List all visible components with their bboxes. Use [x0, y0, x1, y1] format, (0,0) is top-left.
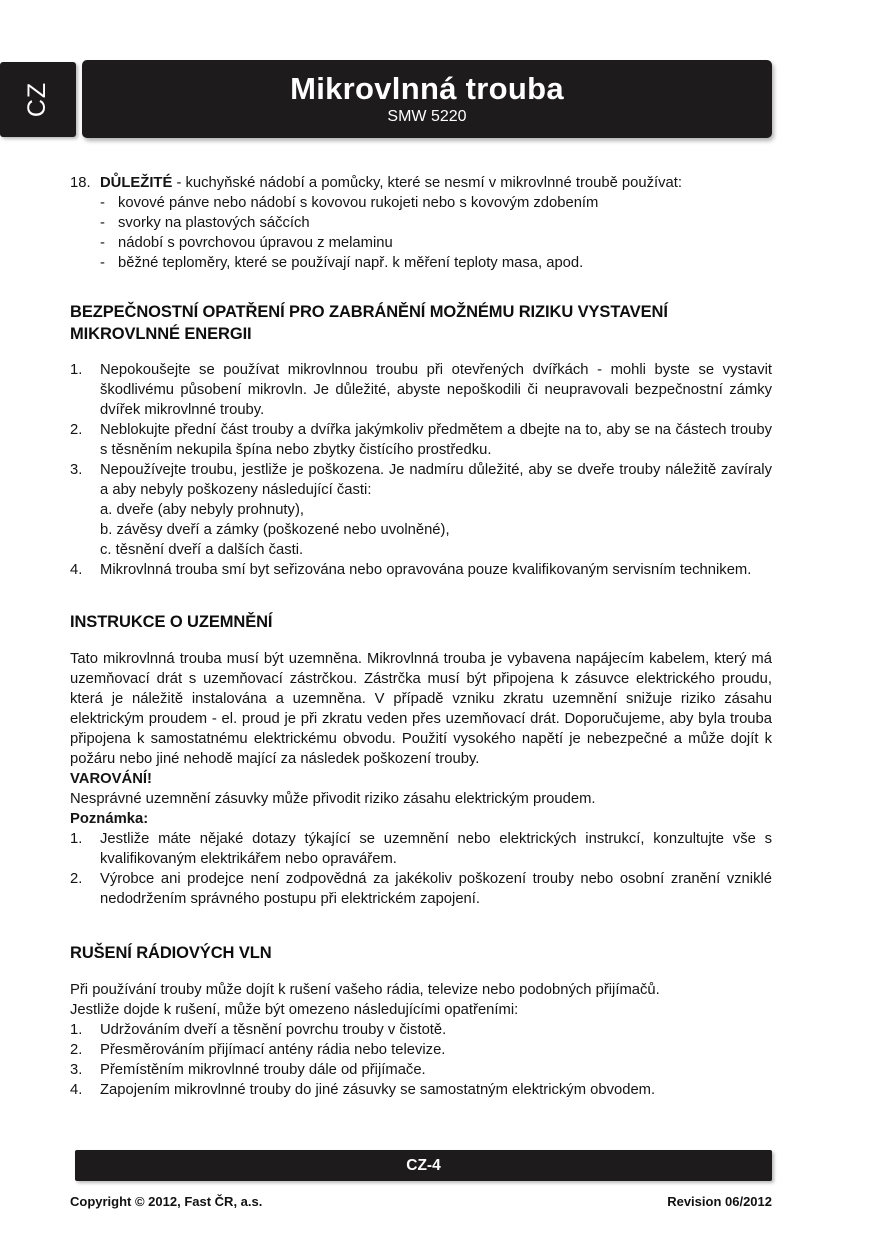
important-text: - kuchyňské nádobí a pomůcky, které se nesmí v mikrovlnné troubě používat: [172, 175, 682, 191]
copyright-text: Copyright © 2012, Fast ČR, a.s. [70, 1194, 263, 1209]
important-label: DŮLEŽITÉ [100, 175, 173, 191]
list-item [70, 360, 772, 420]
list-item-number: 1. [70, 1022, 83, 1038]
language-tab-label: CZ [23, 81, 52, 118]
bullet-text: běžné teploměry, které se používají např. k měření teploty masa, apod. [118, 255, 584, 271]
bullet-dash: - [100, 215, 105, 231]
list-item-number: 4. [70, 562, 83, 578]
list-item-number: 3. [70, 1062, 83, 1078]
bullet-item [100, 233, 772, 253]
bullet-dash: - [100, 255, 105, 271]
list-item-number: 18. [70, 175, 91, 191]
list-item-text: Udržováním dveří a těsnění povrchu trouby v čistotě. [100, 1022, 447, 1038]
note-label: Poznámka: [70, 811, 149, 827]
page-header [82, 60, 772, 138]
list-item-text [100, 173, 772, 193]
list-item-text: Přesměrováním přijímací antény rádia nebo televize. [100, 1042, 446, 1058]
revision-text: Revision 06/2012 [667, 1194, 772, 1209]
radio-intro-line: Jestliže dojde k rušení, může být omezeno následujícími opatřeními: [70, 1002, 519, 1018]
list-item [70, 560, 772, 580]
list-item [70, 420, 772, 460]
bullet-text: kovové pánve nebo nádobí s kovovou rukojeti nebo s kovovým zdobením [118, 195, 599, 211]
list-item-text: Nepokoušejte se používat mikrovlnnou troubu při otevřených dvířkách - mohli byste se vystavit škodlivému působení mikrovln. Je důležité, abyste nepoškodili či neupravovali bezpečnostní zámky dvířek mikrovlnné trouby. [100, 362, 772, 418]
list-item-text: Jestliže máte nějaké dotazy týkající se uzemnění nebo elektrických instrukcí, konzultujte vše s kvalifikovaným elektrikářem nebo opravářem. [100, 831, 772, 867]
list-item-18 [70, 173, 772, 193]
list-item [70, 1080, 772, 1100]
section-heading-radio: RUŠENÍ RÁDIOVÝCH VLN [70, 944, 272, 962]
bullet-dash: - [100, 195, 105, 211]
list-item [70, 1060, 772, 1080]
list-item-number: 1. [70, 362, 83, 378]
page-title: Mikrovlnná trouba [290, 71, 564, 106]
note-item [70, 829, 772, 869]
list-item-text: Neblokujte přední část trouby a dvířka jakýmkoliv předmětem a dbejte na to, aby se na částech trouby s těsněním nekupila špína nebo zbytky čistícího prostředku. [100, 422, 772, 458]
bullet-dash: - [100, 235, 105, 251]
warning-text: Nesprávné uzemnění zásuvky může přivodit riziko zásahu elektrickým proudem. [70, 791, 596, 807]
list-item-text: Přemístěním mikrovlnné trouby dále od přijímače. [100, 1062, 426, 1078]
copyright-row [70, 1194, 772, 1209]
model-number: SMW 5220 [387, 108, 467, 125]
bullet-text: nádobí s povrchovou úpravou z melaminu [118, 235, 393, 251]
list-item-text: Výrobce ani prodejce není zodpovědná za jakékoliv poškození trouby nebo osobní zranění vzniklé nedodržením správného postupu při elektrickém zapojení. [100, 871, 772, 907]
bullet-item [100, 213, 772, 233]
list-item-number: 1. [70, 831, 83, 847]
sub-item-b: b. závěsy dveří a zámky (poškozené nebo uvolněné), [100, 522, 450, 538]
list-item-number: 4. [70, 1082, 83, 1098]
list-item-number: 2. [70, 422, 83, 438]
list-item-text: Zapojením mikrovlnné trouby do jiné zásuvky se samostatným elektrickým obvodem. [100, 1082, 656, 1098]
bullet-item [100, 193, 772, 213]
list-item-number: 2. [70, 1042, 83, 1058]
list-item-number: 3. [70, 462, 83, 478]
grounding-paragraph: Tato mikrovlnná trouba musí být uzemněna. Mikrovlnná trouba je vybavena napájecím kabelem, který má uzemňovací drát s uzemňovací zástrčkou. Zástrčka musí být připojena k zásuvce elektrického proudu, která je náležitě instalována a uzemněna. V případě vzniku zkratu uzemnění snižuje riziko zásahu elektrickým proudem - el. proud je při zkratu veden přes uzemňovací drát. Doporučujeme, aby byla trouba připojena k samostatnému elektrickému obvodu. Použití vysokého napětí je nebezpečné a může dojít k požáru nebo jiné nehodě mající za následek poškození trouby. [70, 651, 772, 767]
bullet-item [100, 253, 772, 273]
section-heading-safety: BEZPEČNOSTNÍ OPATŘENÍ PRO ZABRÁNĚNÍ MOŽNÉMU RIZIKU VYSTAVENÍ MIKROVLNNÉ ENERGII [70, 303, 668, 343]
list-item-text: Mikrovlnná trouba smí byt seřizována nebo opravována pouze kvalifikovaným servisním technikem. [100, 562, 752, 578]
warning-label: VAROVÁNÍ! [70, 771, 152, 787]
list-item-text-main: Nepoužívejte troubu, jestliže je poškozena. Je nadmíru důležité, aby se dveře trouby náležitě zavíraly a aby nebyly poškozeny následující časti: [100, 462, 772, 498]
sub-item-c: c. těsnění dveří a dalších časti. [100, 542, 304, 558]
page-number-bar [75, 1150, 772, 1181]
list-item [70, 1020, 772, 1040]
bullet-text: svorky na plastových sáčcích [118, 215, 310, 231]
section-heading-grounding: INSTRUKCE O UZEMNĚNÍ [70, 613, 273, 631]
list-item [70, 460, 772, 560]
sub-item-a: a. dveře (aby nebyly prohnuty), [100, 502, 304, 518]
radio-intro-line: Při používání trouby může dojít k rušení vašeho rádia, televize nebo podobných přijímačů. [70, 982, 660, 998]
list-item [70, 1040, 772, 1060]
note-item [70, 869, 772, 909]
list-item-number: 2. [70, 871, 83, 887]
page-number-label: CZ-4 [406, 1156, 441, 1174]
language-tab [0, 62, 76, 137]
list-item-text [100, 460, 772, 560]
page-content [70, 173, 772, 1100]
